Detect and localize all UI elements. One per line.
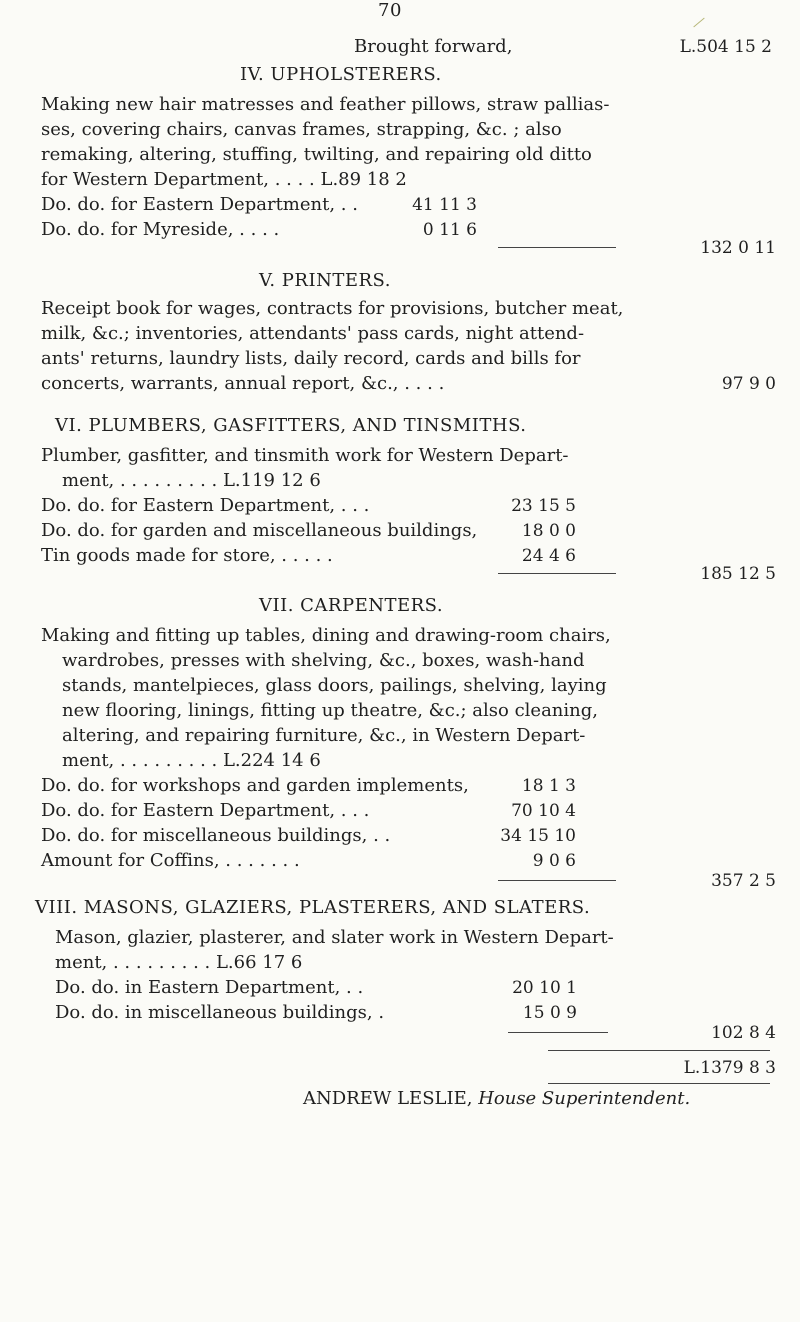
section-heading-printers: V. PRINTERS. [259,270,391,291]
upholsterers-item-eastern-label: Do. do. for Eastern Department, . . [41,194,358,215]
upholsterers-desc-line: ses, covering chairs, canvas frames, strapping, &c. ; also [41,119,562,140]
upholsterers-desc-line: remaking, altering, stuffing, twilting, and repairing old ditto [41,144,592,165]
brought-forward-amount: L.504 15 2 [679,37,772,57]
carpenters-item-coffins-amount: 9 0 6 [532,851,576,871]
signature-name: ANDREW LESLIE, [303,1088,473,1109]
carpenters-item-eastern-amount: 70 10 4 [511,801,576,821]
printers-desc-line: milk, &c.; inventories, attendants' pass cards, night attend- [41,323,585,344]
carpenters-desc-line: new flooring, linings, fitting up theatre, &c.; also cleaning, [62,700,598,721]
section-heading-plumbers: VI. PLUMBERS, GASFITTERS, AND TINSMITHS. [55,415,527,436]
masons-item-eastern-amount: 20 10 1 [512,978,577,998]
plumbers-desc-line: Plumber, gasfitter, and tinsmith work for Western Depart- [41,445,569,466]
masons-item-misc-label: Do. do. in miscellaneous buildings, . [55,1002,385,1023]
masons-item-eastern-label: Do. do. in Eastern Department, . . [55,977,364,998]
carpenters-desc-line: stands, mantelpieces, glass doors, pailings, shelving, laying [62,675,607,696]
grand-total-underline [548,1083,770,1084]
carpenters-item-coffins-label: Amount for Coffins, . . . . . . . [41,850,300,871]
section-heading-upholsterers: IV. UPHOLSTERERS. [240,64,442,85]
plumbers-item-garden-amount: 18 0 0 [521,521,576,541]
carpenters-item-western: ment, . . . . . . . . . L.224 14 6 [62,750,321,771]
plumbers-item-tin-label: Tin goods made for store, . . . . . [41,545,333,566]
carpenters-desc-line: altering, and repairing furniture, &c., in Western Depart- [62,725,586,746]
plumbers-item-garden-label: Do. do. for garden and miscellaneous buildings, [41,520,478,541]
upholsterers-total: 132 0 11 [700,238,776,258]
printers-desc-line: Receipt book for wages, contracts for provisions, butcher meat, [41,298,624,319]
upholsterers-desc-line: Making new hair matresses and feather pillows, straw pallias- [41,94,610,115]
subtotal-rule [508,1032,608,1033]
subtotal-rule [498,247,616,248]
printers-desc-line: concerts, warrants, annual report, &c., . . . . [41,373,445,394]
grand-total: L.1379 8 3 [683,1058,776,1078]
brought-forward-label: Brought forward, [354,36,513,57]
page-number: 70 [378,0,402,21]
carpenters-desc-line: wardrobes, presses with shelving, &c., boxes, wash-hand [62,650,585,671]
carpenters-desc-line: Making and fitting up tables, dining and drawing-room chairs, [41,625,611,646]
section-heading-carpenters: VII. CARPENTERS. [259,595,444,616]
carpenters-item-misc-amount: 34 15 10 [500,826,576,846]
upholsterers-item-western: for Western Department, . . . . L.89 18 2 [41,169,407,190]
plumbers-item-eastern-amount: 23 15 5 [511,496,576,516]
signature-title: House Superintendent. [478,1088,691,1109]
carpenters-item-workshops-label: Do. do. for workshops and garden implements, [41,775,469,796]
printers-total: 97 9 0 [721,374,776,394]
carpenters-total: 357 2 5 [711,871,776,891]
printers-desc-line: ants' returns, laundry lists, daily record, cards and bills for [41,348,581,369]
grand-total-rule [548,1050,770,1051]
subtotal-rule [498,573,616,574]
masons-item-western: ment, . . . . . . . . . L.66 17 6 [55,952,303,973]
upholsterers-item-eastern-amount: 41 11 3 [412,195,477,215]
plumbers-item-tin-amount: 24 4 6 [521,546,576,566]
signature [303,1088,690,1109]
upholsterers-item-myreside-amount: 0 11 6 [422,220,477,240]
section-heading-masons: VIII. MASONS, GLAZIERS, PLASTERERS, AND SLATERS. [35,897,591,918]
carpenters-item-eastern-label: Do. do. for Eastern Department, . . . [41,800,370,821]
carpenters-item-misc-label: Do. do. for miscellaneous buildings, . . [41,825,391,846]
plumbers-total: 185 12 5 [700,564,776,584]
masons-desc-line: Mason, glazier, plasterer, and slater work in Western Depart- [55,927,614,948]
carpenters-item-workshops-amount: 18 1 3 [521,776,576,796]
masons-total: 102 8 4 [711,1023,776,1043]
masons-item-misc-amount: 15 0 9 [522,1003,577,1023]
plumbers-item-eastern-label: Do. do. for Eastern Department, . . . [41,495,370,516]
plumbers-item-western: ment, . . . . . . . . . L.119 12 6 [62,470,321,491]
pencil-mark [693,18,704,28]
subtotal-rule [498,880,616,881]
upholsterers-item-myreside-label: Do. do. for Myreside, . . . . [41,219,280,240]
